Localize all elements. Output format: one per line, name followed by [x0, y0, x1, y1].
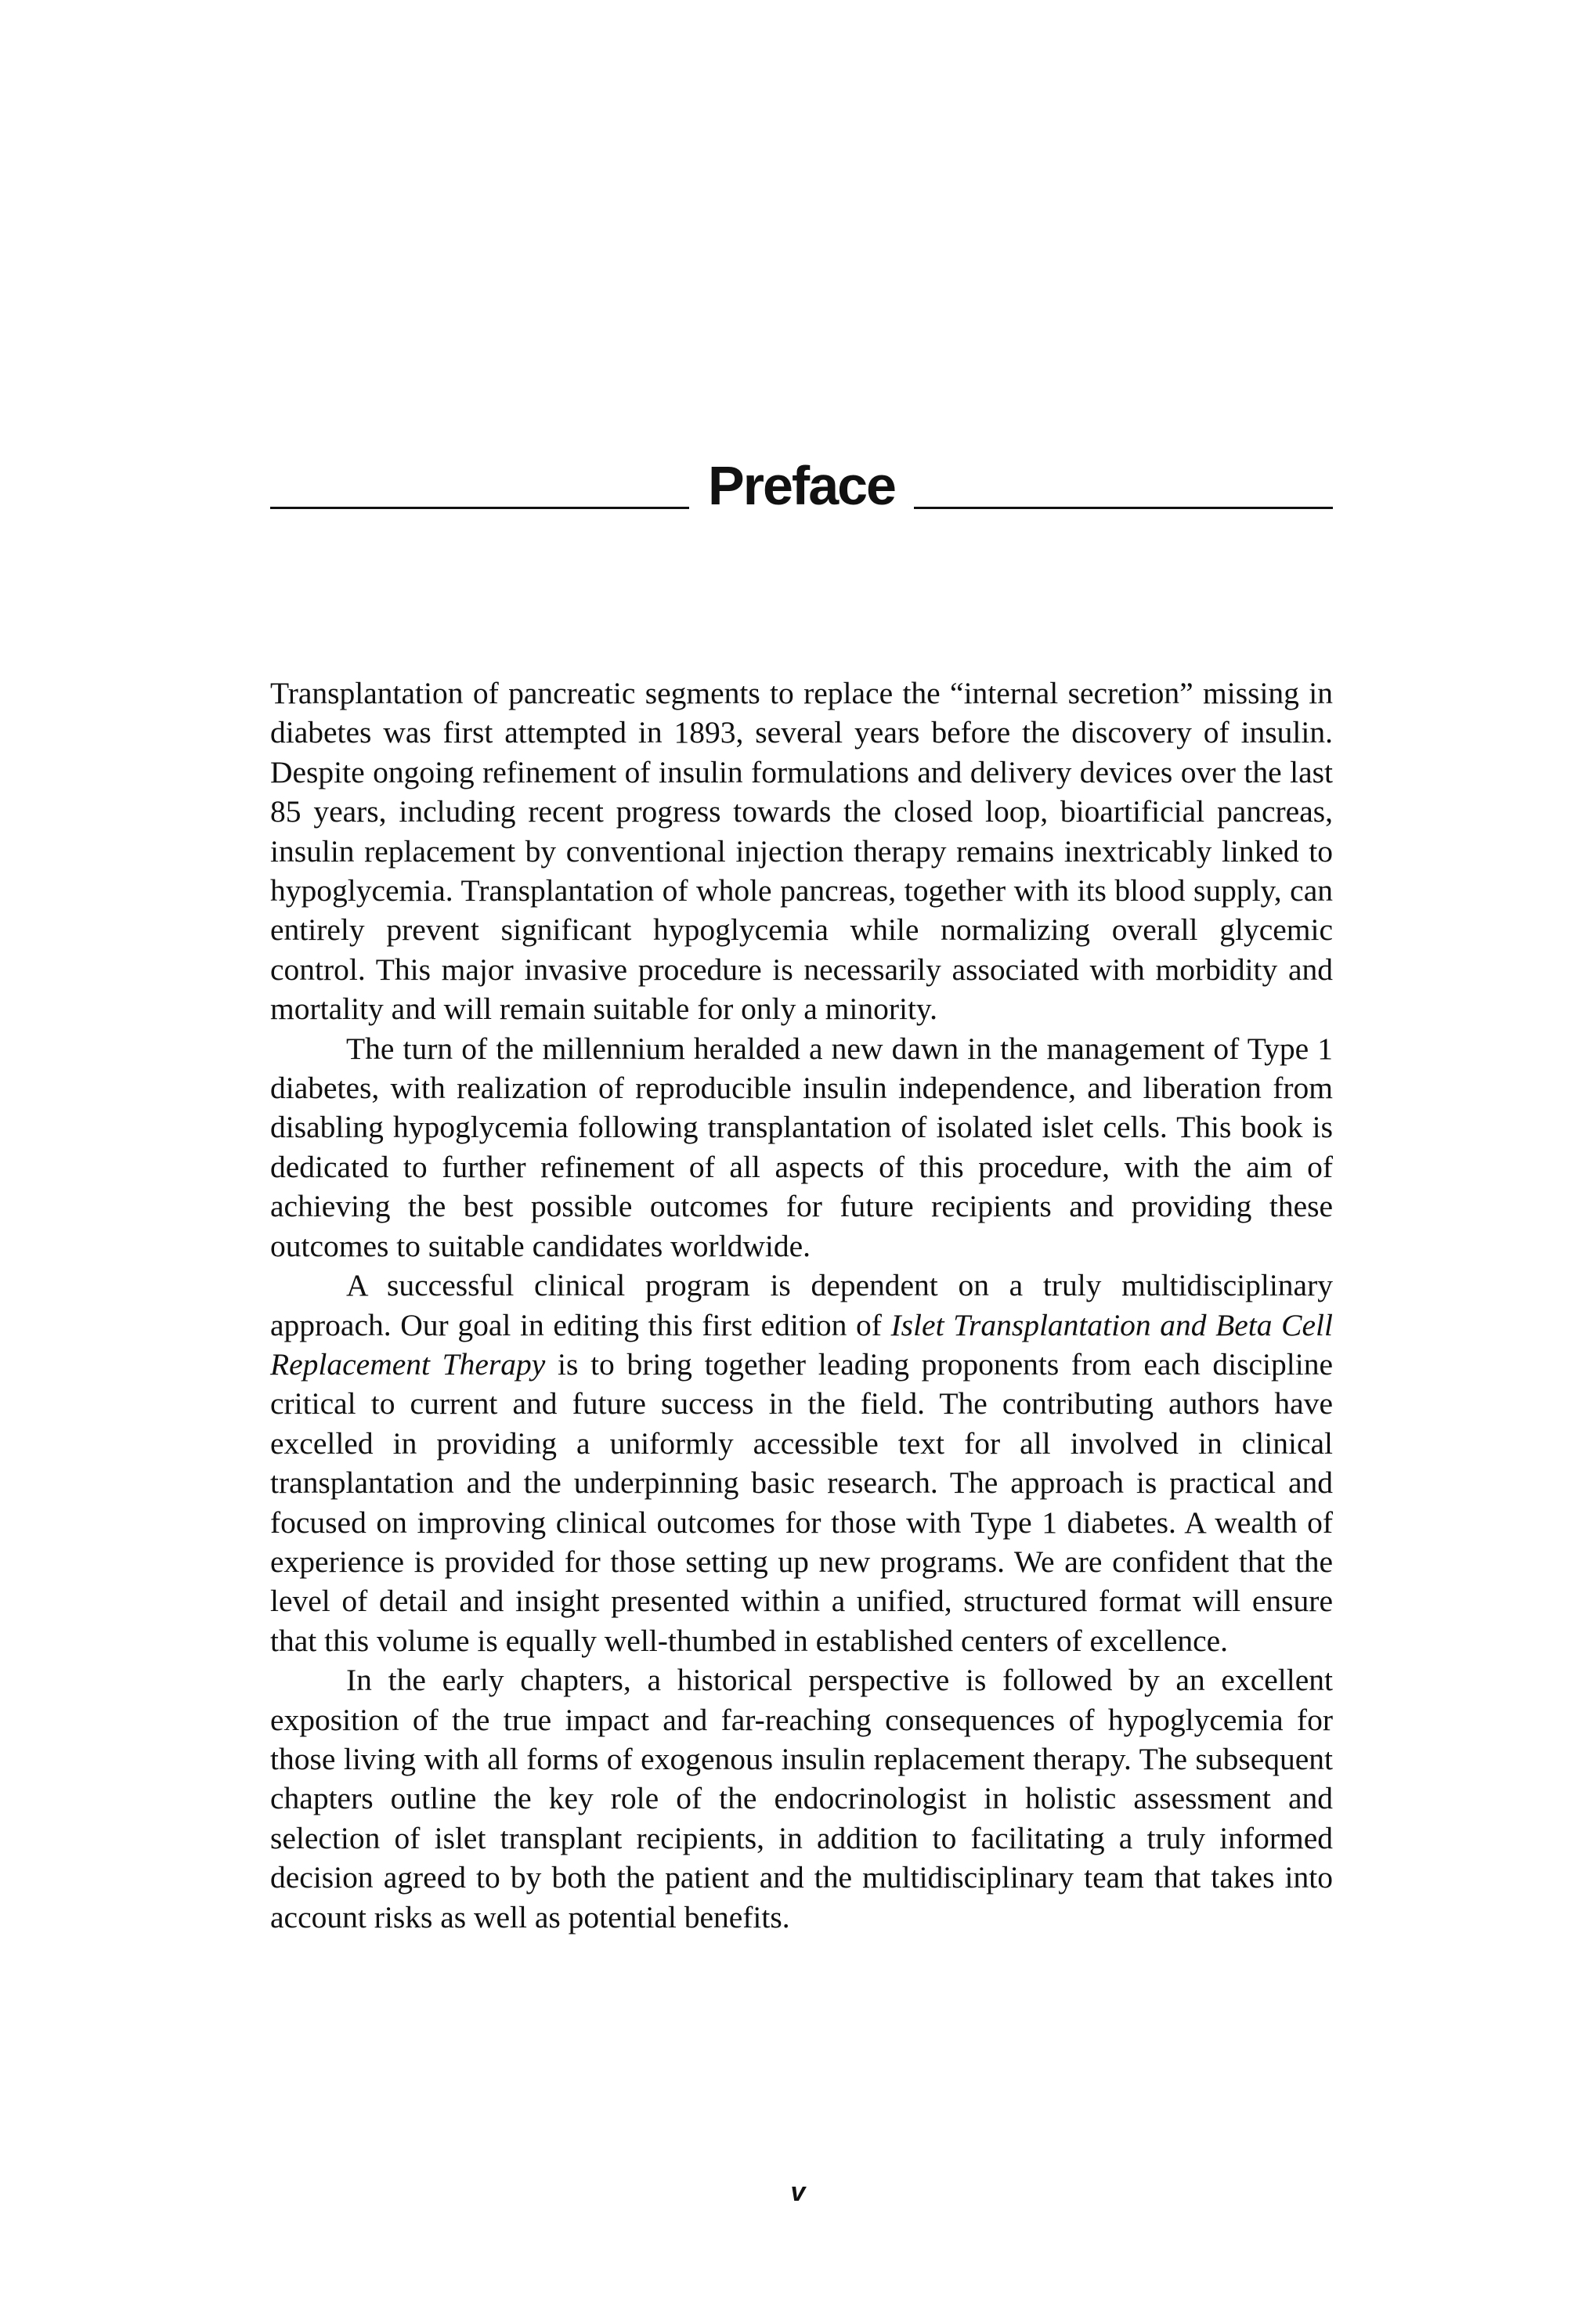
paragraph-1: Transplantation of pancreatic segments to replace the “internal secretion” missing in diabetes was first attempted in 1893, several years before the discovery of insulin. Despite ongoing refinement of insulin formulations and delivery devices over the last 85 years, including recent progress towards the closed loop, bioartificial pancreas, insulin replacement by conventional injection therapy remains inextricably linked to hypoglycemia. Transplantation of whole pancreas, together with its blood supply, can entirely prevent significant hypoglycemia while normalizing overall glycemic control. This major invasive procedure is necessarily associated with morbidity and mortality and will remain suitable for only a minority.: [270, 676, 1333, 1027]
paragraph-3-lead: A successful clinical program is dependent on a truly multidisciplinary approach. Our goal in editing this first edition of: [270, 1268, 1333, 1342]
page-title: Preface: [708, 455, 895, 516]
heading-rule-left: [270, 507, 689, 509]
book-title: Islet Transplantation and Beta Cell Replacement Therapy: [270, 1307, 1333, 1382]
paragraph-4: In the early chapters, a historical perspective is followed by an excellent exposition of the true impact and far-reaching consequences of hypoglycemia for those living with all forms of exogenous insulin replacement therapy. The subsequent chapters outline the key role of the endocrinologist in holistic assessment and selection of islet transplant recipients, in addition to facilitating a truly informed decision agreed to by both the patient and the multidisciplinary team that takes into account risks as well as potential benefits.: [270, 1663, 1333, 1934]
paragraph-2: The turn of the millennium heralded a new dawn in the management of Type 1 diabetes, with realization of reproducible insulin independence, and liberation from disabling hypoglycemia following transplantation of isolated islet cells. This book is dedicated to further refinement of all aspects of this procedure, with the aim of achieving the best possible outcomes for future recipients and providing these outcomes to suitable candidates worldwide.: [270, 1031, 1333, 1263]
page-heading: [270, 450, 1333, 521]
paragraph-3-rest: is to bring together leading proponents from each discipline critical to current and future success in the field. The contributing authors have excelled in providing a uniformly accessible text for all involved in clinical transplantation and the underpinning basic research. The approach is practical and focused on improving clinical outcomes for those with Type 1 diabetes. A wealth of experience is provided for those setting up new programs. We are confident that the level of detail and insight presented within a unified, structured format will ensure that this volume is equally well-thumbed in established centers of excellence.: [270, 1346, 1334, 1658]
preface-body: [270, 674, 1333, 1937]
page-number: v: [790, 2177, 806, 2207]
heading-rule-right: [914, 507, 1333, 509]
paragraph-3: [270, 1266, 1333, 1660]
